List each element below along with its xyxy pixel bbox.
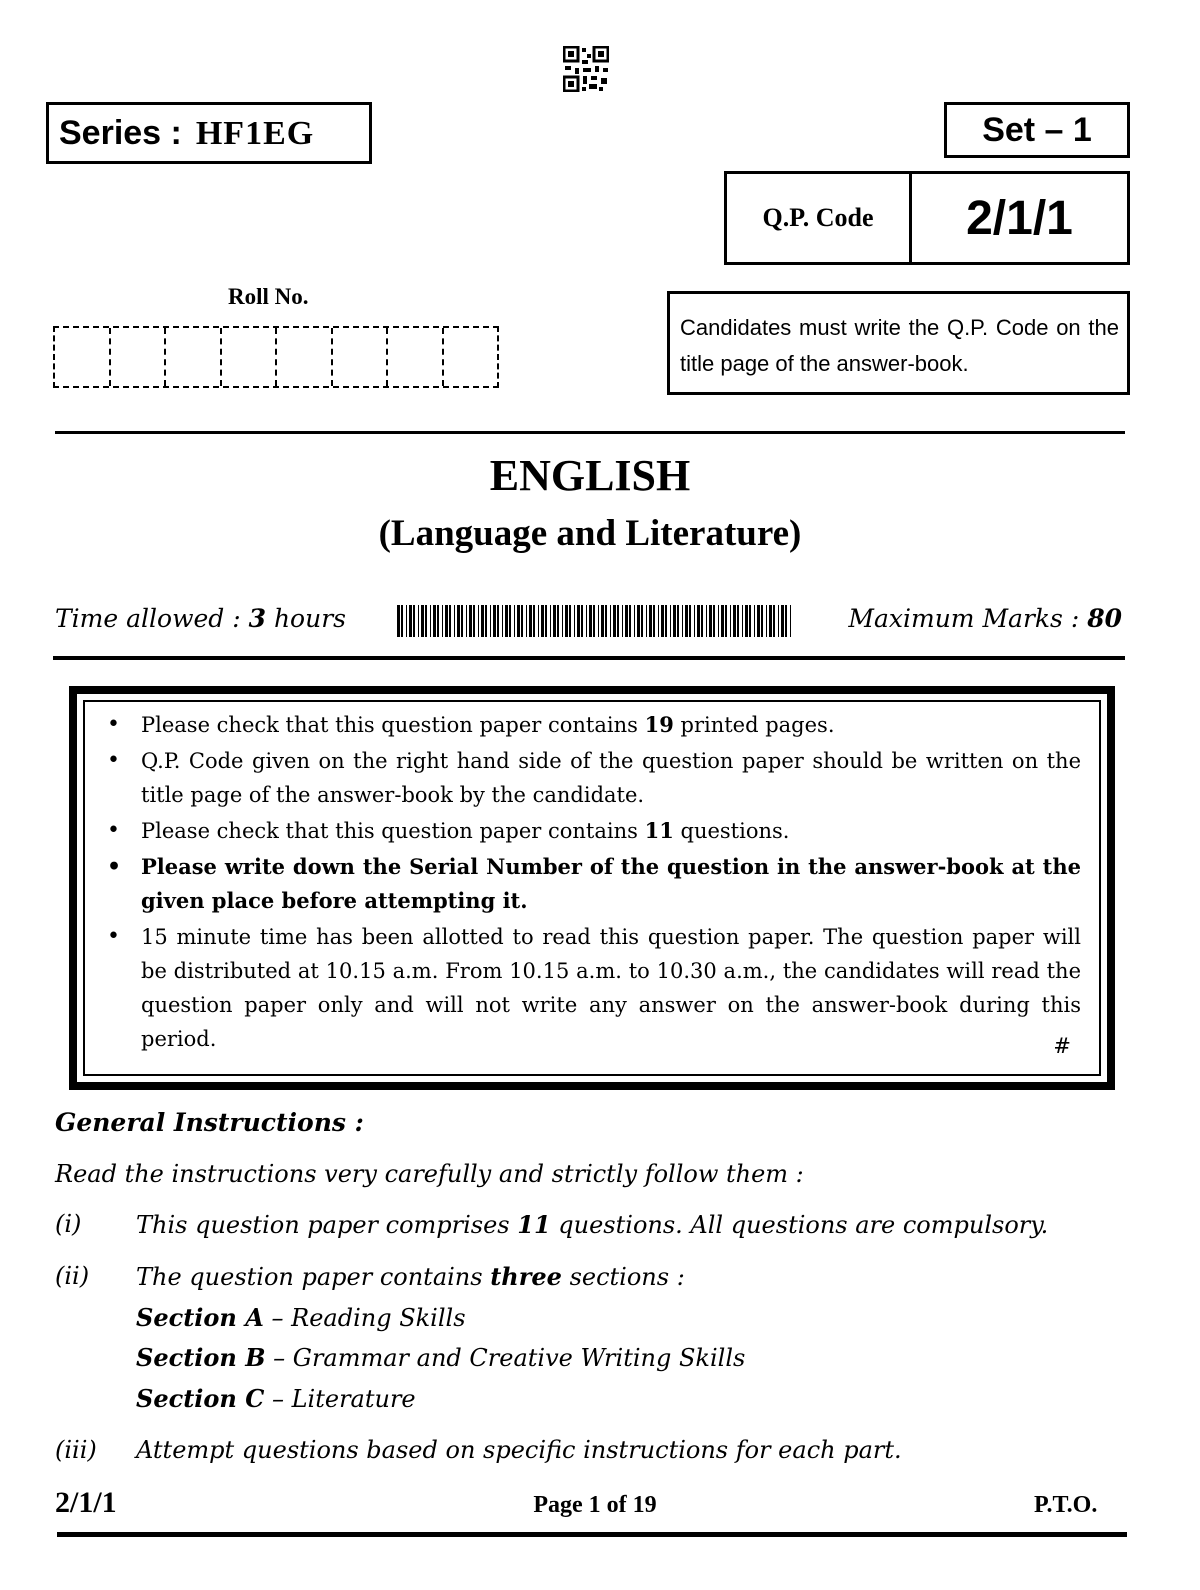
notice-item: • Please check that this question paper contains 19 printed pages.: [101, 708, 1081, 742]
instruction-text: This question paper comprises 11 questions. All questions are compulsory.: [136, 1210, 1049, 1239]
qp-code-label: Q.P. Code: [727, 174, 912, 262]
marks-label: Maximum Marks :: [848, 604, 1088, 633]
time-label: Time allowed :: [55, 604, 249, 633]
notice-item: • Q.P. Code given on the right hand side of the question paper should be written on the title page of the answer-book by the candidate.: [101, 744, 1081, 812]
footer-qp-code: 2/1/1: [55, 1486, 117, 1519]
footer-page-number: Page 1 of 19: [533, 1492, 657, 1518]
divider: [55, 431, 1125, 434]
page-title: ENGLISH: [489, 451, 691, 500]
time-value: 3: [248, 604, 266, 633]
general-instructions-title: General Instructions :: [55, 1108, 364, 1137]
time-unit: hours: [266, 604, 346, 633]
roll-digit-box: [444, 328, 498, 386]
footer-divider: [57, 1532, 1127, 1537]
instruction-number: (ii): [55, 1262, 90, 1290]
footer-pto: P.T.O.: [1034, 1492, 1098, 1518]
roll-digit-box: [55, 328, 111, 386]
roll-digit-box: [222, 328, 278, 386]
section-a: Section A – Reading Skills: [136, 1303, 466, 1332]
qp-code-value: 2/1/1: [966, 191, 1073, 245]
time-allowed: [55, 604, 346, 633]
marks-value: 80: [1087, 604, 1122, 633]
section-c: Section C – Literature: [136, 1384, 416, 1413]
general-instructions-intro: Read the instructions very carefully and strictly follow them :: [55, 1160, 804, 1188]
notice-item: • Please check that this question paper contains 11 questions.: [101, 814, 1081, 848]
notice-list: [101, 708, 1081, 1058]
maximum-marks: [848, 604, 1122, 633]
series-code: HF1EG: [195, 115, 315, 152]
notice-item: • 15 minute time has been allotted to read this question paper. The question paper will be distributed at 10.15 a.m. From 10.15 a.m. to 10.30 a.m., the candidates will read the question paper only and will not write any answer on the answer-book during this period.: [101, 920, 1081, 1056]
hash-mark: #: [1053, 1034, 1071, 1058]
roll-digit-box: [166, 328, 222, 386]
page-subtitle: (Language and Literature): [378, 513, 802, 554]
instruction-number: (iii): [55, 1436, 97, 1464]
instruction-number: (i): [55, 1210, 82, 1238]
notice-box: [69, 686, 1115, 1090]
candidate-note: Candidates must write the Q.P. Code on the title page of the answer-book.: [667, 291, 1130, 395]
qp-code-box: [724, 171, 1130, 265]
qr-code-icon: [563, 46, 609, 92]
roll-number-boxes: [53, 326, 499, 388]
divider: [53, 656, 1125, 660]
instruction-text: Attempt questions based on specific instructions for each part.: [136, 1436, 902, 1464]
instruction-text: The question paper contains three sections :: [136, 1262, 685, 1291]
series-box: [46, 102, 372, 164]
series-label: Series :: [59, 114, 182, 152]
notice-item: • Please write down the Serial Number of the question in the answer-book at the given place before attempting it.: [101, 850, 1081, 918]
set-box: Set – 1: [944, 102, 1130, 158]
roll-digit-box: [333, 328, 389, 386]
roll-digit-box: [277, 328, 333, 386]
roll-digit-box: [388, 328, 444, 386]
roll-number-label: Roll No.: [228, 284, 309, 309]
roll-digit-box: [111, 328, 167, 386]
section-b: Section B – Grammar and Creative Writing Skills: [136, 1343, 746, 1372]
barcode-icon: [397, 605, 793, 637]
